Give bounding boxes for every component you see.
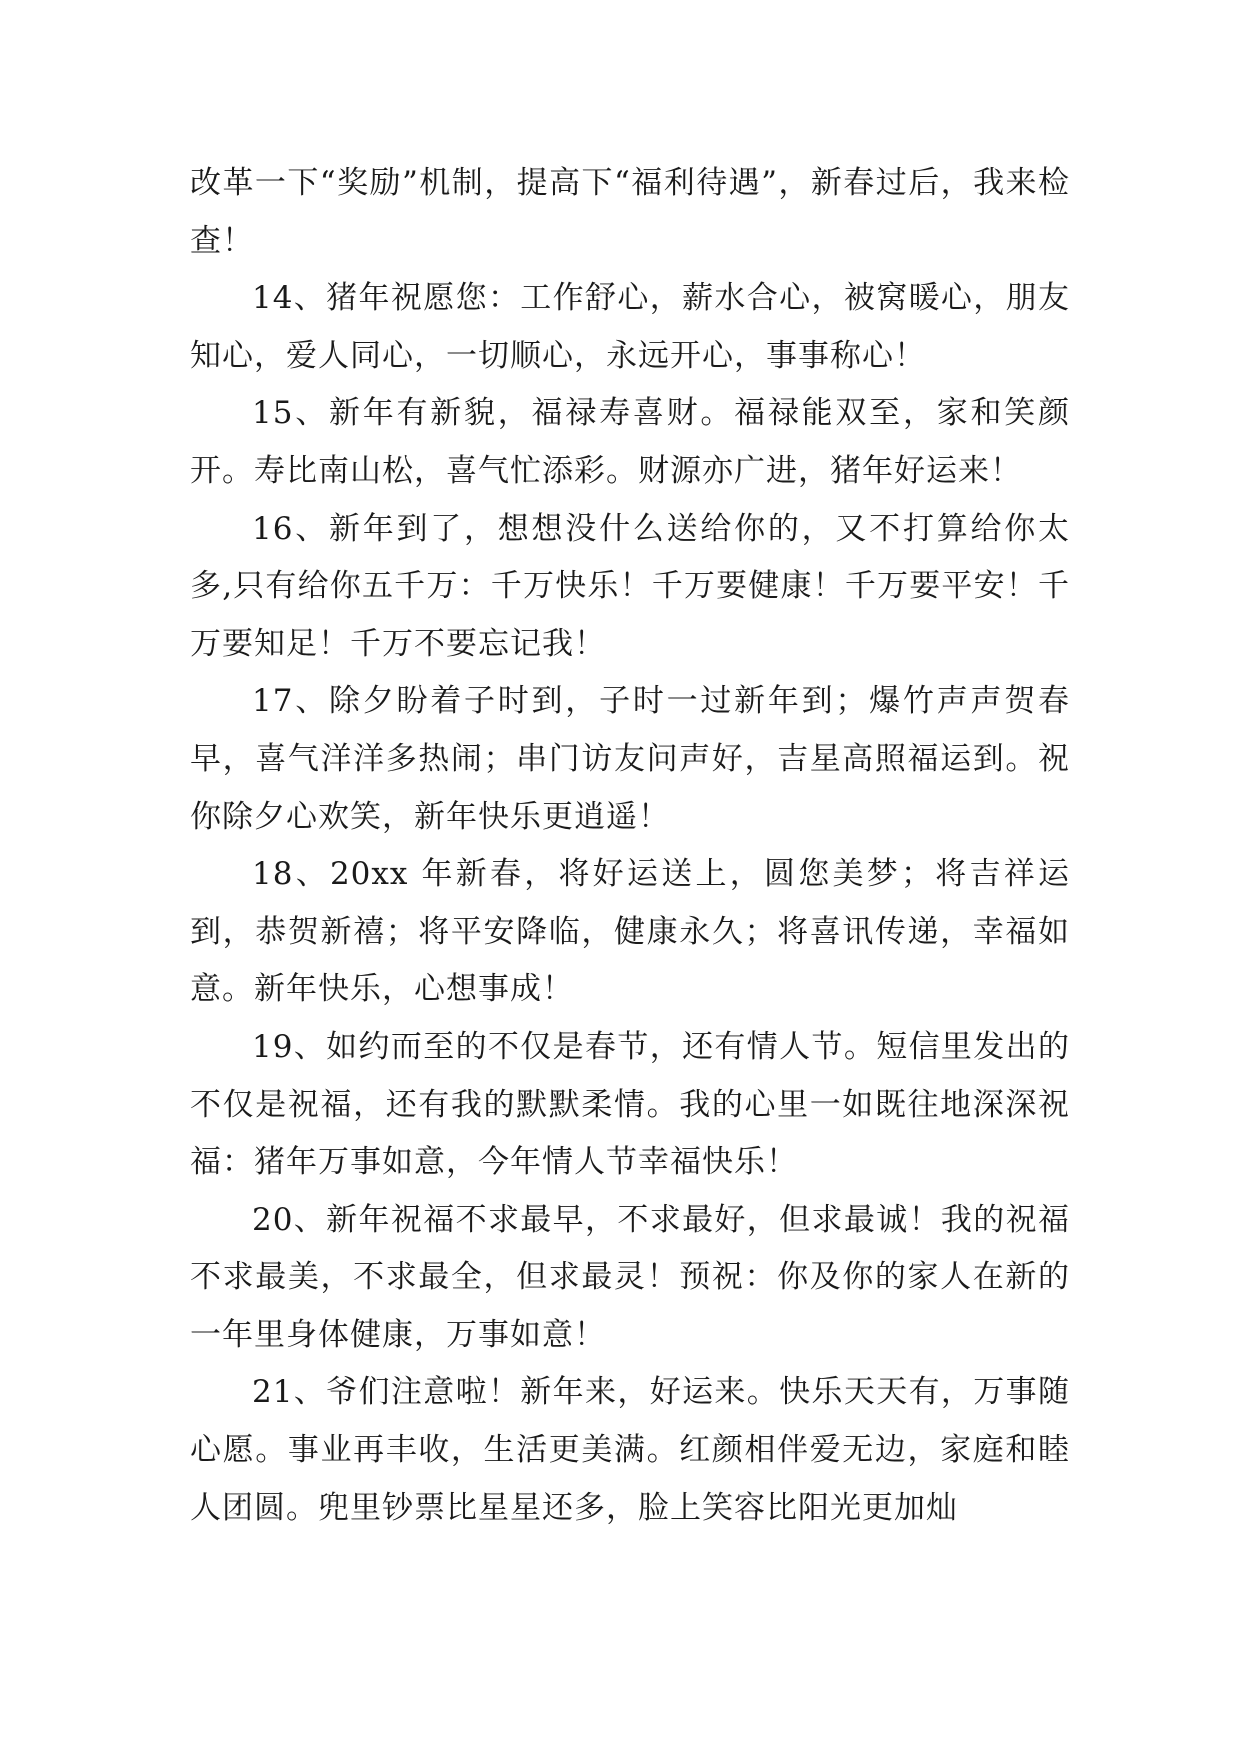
paragraph-16: 16、新年到了，想想没什么送给你的，又不打算给你太多,只有给你五千万：千万快乐！千万要健康！千万要平安！千万要知足！千万不要忘记我！ [190, 510, 1070, 662]
paragraph-continuation: 改革一下“奖励”机制，提高下“福利待遇”，新春过后，我来检查！ [190, 165, 1070, 259]
paragraph-15: 15、新年有新貌，福禄寿喜财。福禄能双至，家和笑颜开。寿比南山松，喜气忙添彩。财源亦广进，猪年好运来！ [190, 395, 1070, 489]
paragraph-19: 19、如约而至的不仅是春节，还有情人节。短信里发出的不仅是祝福，还有我的默默柔情。我的心里一如既往地深深祝福：猪年万事如意，今年情人节幸福快乐！ [190, 1028, 1070, 1181]
document-body [190, 155, 1070, 1537]
paragraph-14: 14、猪年祝愿您：工作舒心，薪水合心，被窝暖心，朋友知心，爱人同心，一切顺心，永远开心，事事称心！ [190, 280, 1070, 374]
paragraph-20: 20、新年祝福不求最早，不求最好，但求最诚！我的祝福不求最美，不求最全，但求最灵！预祝：你及你的家人在新的一年里身体健康，万事如意！ [190, 1201, 1070, 1353]
paragraph-17: 17、除夕盼着子时到，子时一过新年到；爆竹声声贺春早，喜气洋洋多热闹；串门访友问声好，吉星高照福运到。祝你除夕心欢笑，新年快乐更逍遥！ [190, 683, 1070, 835]
paragraph-21: 21、爷们注意啦！新年来，好运来。快乐天天有，万事随心愿。事业再丰收，生活更美满。红颜相伴爱无边，家庭和睦人团圆。兜里钞票比星星还多，脸上笑容比阳光更加灿 [190, 1374, 1070, 1526]
paragraph-18: 18、20xx 年新春，将好运送上，圆您美梦；将吉祥运到，恭贺新禧；将平安降临，健康永久；将喜讯传递，幸福如意。新年快乐，心想事成！ [190, 856, 1070, 1008]
